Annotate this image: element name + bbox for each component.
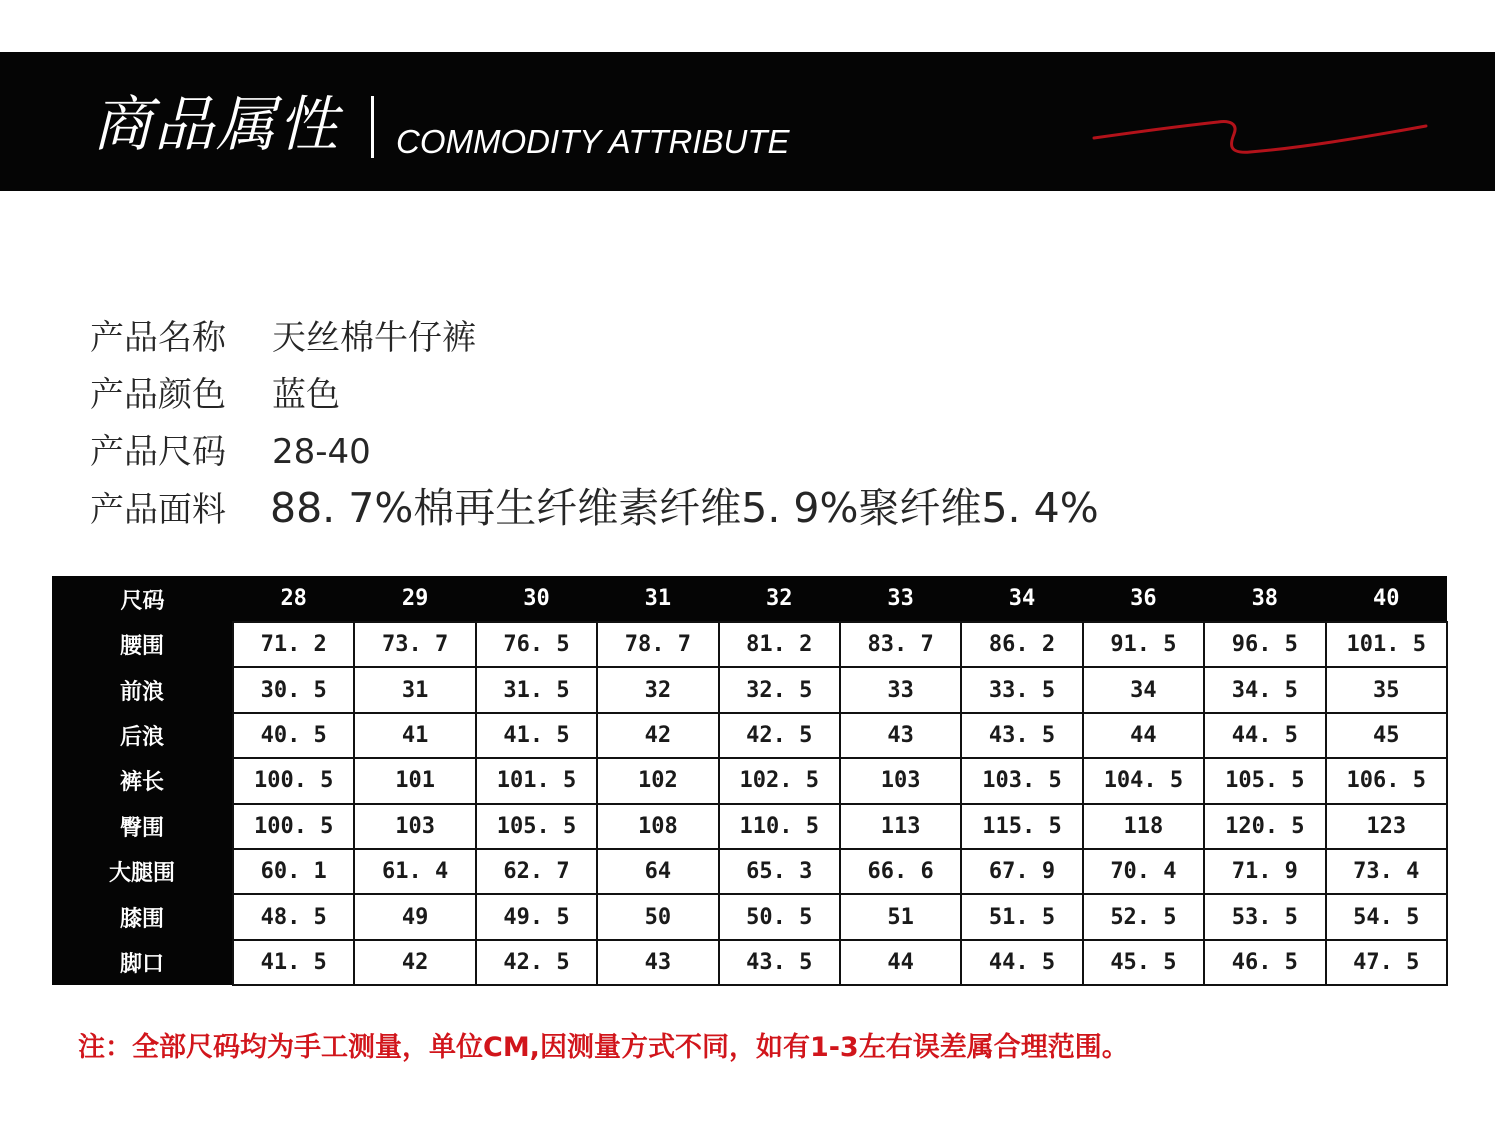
table-cell: 96. 5 (1204, 622, 1325, 667)
measurement-label: 裤长 (52, 758, 233, 803)
measurement-label: 前浪 (52, 667, 233, 712)
measurement-note: 注：全部尺码均为手工测量，单位CM,因测量方式不同，如有1-3左右误差属合理范围。 (78, 1032, 1129, 1063)
table-cell: 123 (1326, 804, 1447, 849)
table-cell: 42. 5 (719, 713, 840, 758)
table-cell: 91. 5 (1083, 622, 1204, 667)
table-cell: 46. 5 (1204, 940, 1325, 985)
table-cell: 105. 5 (1204, 758, 1325, 803)
table-cell: 71. 2 (233, 622, 354, 667)
table-cell: 110. 5 (719, 804, 840, 849)
table-cell: 43 (840, 713, 961, 758)
table-cell: 108 (597, 804, 718, 849)
table-cell: 43 (597, 940, 718, 985)
table-cell: 73. 4 (1326, 849, 1447, 894)
size-header-cell: 36 (1083, 576, 1204, 622)
table-row (52, 622, 1447, 667)
table-row (52, 804, 1447, 849)
table-cell: 61. 4 (354, 849, 475, 894)
measurement-label: 腰围 (52, 622, 233, 667)
table-row (52, 713, 1447, 758)
measurement-label: 膝围 (52, 894, 233, 939)
table-cell: 76. 5 (476, 622, 597, 667)
table-row (52, 667, 1447, 712)
size-header-cell: 28 (233, 576, 354, 622)
measurement-label: 后浪 (52, 713, 233, 758)
table-cell: 67. 9 (961, 849, 1082, 894)
table-cell: 45 (1326, 713, 1447, 758)
table-cell: 101. 5 (476, 758, 597, 803)
table-cell: 102 (597, 758, 718, 803)
measurement-label: 臀围 (52, 804, 233, 849)
table-cell: 43. 5 (719, 940, 840, 985)
table-cell: 83. 7 (840, 622, 961, 667)
table-cell: 100. 5 (233, 758, 354, 803)
table-cell: 35 (1326, 667, 1447, 712)
table-cell: 50. 5 (719, 894, 840, 939)
table-cell: 115. 5 (961, 804, 1082, 849)
table-cell: 66. 6 (840, 849, 961, 894)
table-cell: 113 (840, 804, 961, 849)
table-cell: 42 (597, 713, 718, 758)
table-cell: 50 (597, 894, 718, 939)
table-cell: 62. 7 (476, 849, 597, 894)
table-cell: 32. 5 (719, 667, 840, 712)
attribute-label: 产品面料 (90, 490, 226, 530)
table-row (52, 758, 1447, 803)
table-cell: 120. 5 (1204, 804, 1325, 849)
table-cell: 105. 5 (476, 804, 597, 849)
table-cell: 65. 3 (719, 849, 840, 894)
banner-title-en: COMMODITY ATTRIBUTE (396, 123, 790, 160)
table-cell: 103. 5 (961, 758, 1082, 803)
table-cell: 49 (354, 894, 475, 939)
table-cell: 81. 2 (719, 622, 840, 667)
table-cell: 103 (840, 758, 961, 803)
banner-divider (371, 96, 374, 158)
table-cell: 33 (840, 667, 961, 712)
table-row (52, 894, 1447, 939)
table-cell: 30. 5 (233, 667, 354, 712)
table-cell: 43. 5 (961, 713, 1082, 758)
table-cell: 49. 5 (476, 894, 597, 939)
table-cell: 41. 5 (476, 713, 597, 758)
table-cell: 52. 5 (1083, 894, 1204, 939)
table-cell: 47. 5 (1326, 940, 1447, 985)
table-cell: 104. 5 (1083, 758, 1204, 803)
table-cell: 41 (354, 713, 475, 758)
attribute-value: 蓝色 (272, 375, 340, 415)
attribute-label: 产品尺码 (90, 432, 226, 472)
measurement-label: 大腿围 (52, 849, 233, 894)
attribute-label: 产品颜色 (90, 375, 226, 415)
table-cell: 103 (354, 804, 475, 849)
table-cell: 54. 5 (1326, 894, 1447, 939)
measurement-label: 脚口 (52, 940, 233, 985)
table-cell: 42. 5 (476, 940, 597, 985)
table-cell: 44 (840, 940, 961, 985)
header-banner (0, 52, 1495, 191)
size-header-cell: 33 (840, 576, 961, 622)
table-cell: 51 (840, 894, 961, 939)
table-cell: 106. 5 (1326, 758, 1447, 803)
size-chart-table (52, 576, 1448, 986)
attribute-value: 28-40 (272, 432, 371, 472)
size-header-cell: 32 (719, 576, 840, 622)
attribute-value: 88. 7%棉再生纤维素纤维5. 9%聚纤维5. 4% (270, 484, 1099, 532)
table-cell: 60. 1 (233, 849, 354, 894)
table-cell: 101 (354, 758, 475, 803)
red-swoosh-decoration (1090, 112, 1430, 162)
table-cell: 32 (597, 667, 718, 712)
table-row (52, 940, 1447, 985)
table-cell: 64 (597, 849, 718, 894)
table-cell: 70. 4 (1083, 849, 1204, 894)
table-cell: 34 (1083, 667, 1204, 712)
table-cell: 51. 5 (961, 894, 1082, 939)
table-cell: 31. 5 (476, 667, 597, 712)
size-header-cell: 34 (961, 576, 1082, 622)
size-header-cell: 40 (1326, 576, 1447, 622)
table-cell: 42 (354, 940, 475, 985)
table-cell: 45. 5 (1083, 940, 1204, 985)
table-cell: 102. 5 (719, 758, 840, 803)
table-cell: 40. 5 (233, 713, 354, 758)
table-cell: 33. 5 (961, 667, 1082, 712)
table-cell: 41. 5 (233, 940, 354, 985)
table-cell: 53. 5 (1204, 894, 1325, 939)
table-cell: 86. 2 (961, 622, 1082, 667)
table-cell: 73. 7 (354, 622, 475, 667)
table-cell: 31 (354, 667, 475, 712)
table-cell: 34. 5 (1204, 667, 1325, 712)
size-header-cell: 38 (1204, 576, 1325, 622)
size-header-cell: 29 (354, 576, 475, 622)
table-cell: 118 (1083, 804, 1204, 849)
table-cell: 48. 5 (233, 894, 354, 939)
table-cell: 44 (1083, 713, 1204, 758)
table-cell: 44. 5 (1204, 713, 1325, 758)
attribute-value: 天丝棉牛仔裤 (272, 318, 476, 358)
size-header-cell: 31 (597, 576, 718, 622)
size-header-cell: 30 (476, 576, 597, 622)
banner-title-cn: 商品属性 (92, 90, 340, 160)
table-row (52, 849, 1447, 894)
table-cell: 44. 5 (961, 940, 1082, 985)
table-cell: 101. 5 (1326, 622, 1447, 667)
size-corner-label: 尺码 (52, 576, 233, 622)
table-cell: 71. 9 (1204, 849, 1325, 894)
table-cell: 100. 5 (233, 804, 354, 849)
size-table-body (52, 622, 1447, 985)
size-header-row (52, 576, 1447, 622)
table-cell: 78. 7 (597, 622, 718, 667)
attribute-label: 产品名称 (90, 318, 226, 358)
